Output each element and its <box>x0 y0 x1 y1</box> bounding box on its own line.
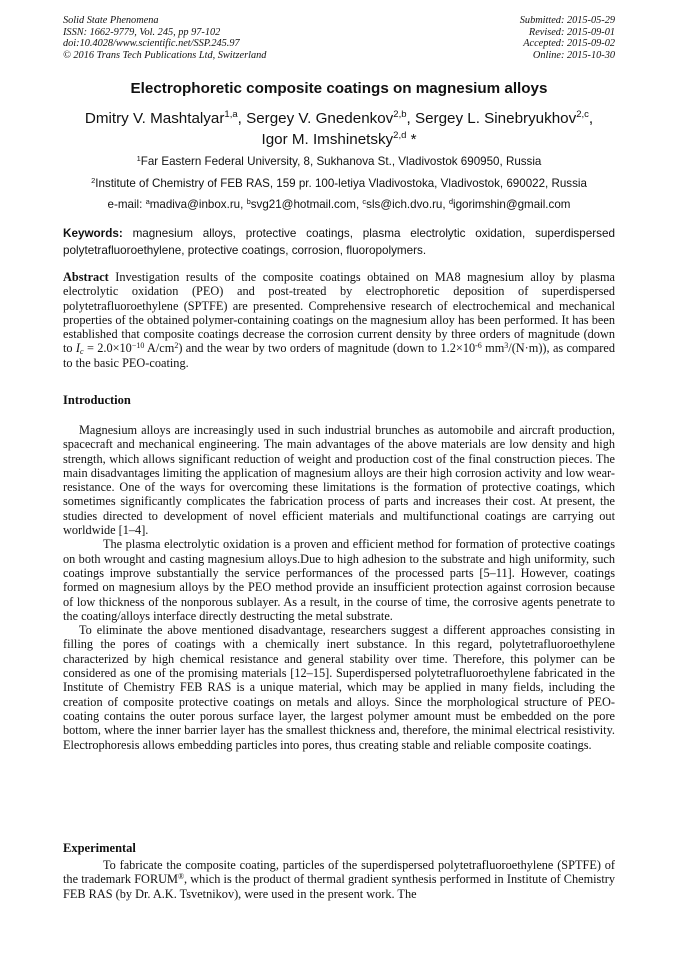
publication-dates <box>520 15 615 61</box>
keywords-label: Keywords: <box>63 227 123 240</box>
paragraph: Magnesium alloys are increasingly used in such industrial brunches as automobile and aircraft production, spacecraft and mechanical engineering. The main advantages of the above materials are low density and high strength, which allows significant reduction of weight and production cost of the final construction pieces. The main disadvantages limiting the application of magnesium alloys are their high corrosion activity and low wear-resistance. One of the ways for overcoming these limitations is the formation of protective coatings, which sometimes significantly complicates the fabrication process of parts and increases their cost. At present, the studies directed to development of novel efficient materials and multifunctional coatings are carrying out worldwide [1–4]. <box>63 423 615 538</box>
experimental-body <box>63 858 615 901</box>
date-accepted: Accepted: 2015-09-02 <box>523 38 615 50</box>
paragraph: To fabricate the composite coating, particles of the superdispersed polytetrafluoroethylene (SPTFE) of the trademark FORUM®, which is the product of thermal gradient synthesis performed in Institute of Chemistry FEB RAS (by Dr. A.K. Tsvetnikov), were used in the present work. The <box>63 858 616 901</box>
affiliation-1: $^1$Far Eastern Federal University, 8, Sukhanova St., Vladivostok 690950, Russia <box>136 154 542 168</box>
paragraph: The plasma electrolytic oxidation is a proven and efficient method for formation of protective coatings on both wrought and casting magnesium alloys.Due to high adhesion to the substrate and high uniformity, such coatings improve substantially the service performances of the processed parts [5–11]. However, coatings formed on magnesium alloys by the PEO method provide an insufficient protection against corrosion because of low thickness of the nonporous sublayer. As a result, in the course of time, the corrosive agents penetrate to the coating/alloys interface directly destructing the metal substrate. <box>63 537 615 623</box>
author: Dmitry V. Mashtalyar$^{1,a}$, <box>84 109 247 127</box>
journal-doi: doi:10.4028/www.scientific.net/SSP.245.97 <box>63 38 240 50</box>
abstract-label: Abstract <box>63 270 109 284</box>
author: Sergey L. Sinebryukhov$^{2,c}$, <box>414 109 594 127</box>
email-address[interactable]: madiva@inbox.ru <box>149 198 241 211</box>
journal-issn: ISSN: 1662-9779, Vol. 245, pp 97-102 <box>63 26 221 38</box>
author: Sergey V. Gnedenkov$^{2,b}$, <box>246 109 415 127</box>
author: Igor M. Imshinetsky$^{2,d}$ * <box>261 130 417 148</box>
journal-info <box>63 15 266 61</box>
abstract: Abstract Investigation results of the composite coatings obtained on MA8 magnesium alloy by plasma electrolytic oxidation (PEO) and post-treated by electrophoretic deposition of superdispersed polytetrafluoroethylene (SPTFE) are presented. Comprehensive research of electrochemical and mechanical properties of the obtained polymer-containing coatings on the magnesium alloy has been performed. It has been established that composite coatings decrease the corrosion current density by three orders of magnitude (down to $I_c = 2.0\times 10^{-10}$ $A/cm^2$) and the wear by two orders of magnitude (down to $1.2\times 10^{-6}$ $mm^3/(N\cdot m)$), as compared to the basic PEO-coating. <box>63 270 616 370</box>
journal-copyright: © 2016 Trans Tech Publications Ltd, Switzerland <box>63 49 267 61</box>
affiliation-2: $^2$Institute of Chemistry of FEB RAS, 159 pr. 100-letiya Vladivostoka, Vladivostok, 690022, Russia <box>91 176 587 190</box>
email-line: e-mail: $^a$madiva@inbox.ru, $^b$svg21@hotmail.com, $^c$sls@ich.dvo.ru, $^d$igorimshin@gmail.com <box>107 197 571 211</box>
paragraph: To eliminate the above mentioned disadvantage, researchers suggest a different approaches consisting in filling the pores of coatings with a chemically inert substance. In this regard, polytetrafluoroethylene characterized by high chemical resistance and general stability over time. Therefore, this polymer can be considered as one of the promising materials [12–15]. Superdispersed polytetrafluoroethylene fabricated in the Institute of Chemistry FEB RAS is a unique material, which may be applied in many fields, including the creation of composite protective coatings on metals and alloys. Since the morphological structure of PEO-coating contains the outer porous surface layer, the largest polymer amount must be embedded on the pore bottom, where the inner barrier layer has the smallest thickness and, therefore, the minimal electrical resistivity. Electrophoresis allows embedding particles into pores, thus creating stable and reliable composite coatings. <box>63 623 615 752</box>
introduction-body <box>63 423 615 752</box>
date-submitted: Submitted: 2015-05-29 <box>519 15 615 26</box>
date-revised: Revised: 2015-09-01 <box>528 26 615 38</box>
paper-title: Electrophoretic composite coatings on magnesium alloys <box>130 80 548 97</box>
email-address[interactable]: sls@ich.dvo.ru <box>366 198 443 211</box>
email-address[interactable]: igorimshin@gmail.com <box>453 198 571 211</box>
email-address[interactable]: svg21@hotmail.com <box>250 198 356 211</box>
section-heading-experimental: Experimental <box>63 841 136 855</box>
date-online: Online: 2015-10-30 <box>532 49 615 61</box>
keywords <box>63 226 615 259</box>
keywords-text: magnesium alloys, protective coatings, plasma electrolytic oxidation, superdispersed polytetrafluoroethylene, protective coatings, corrosion, fluoropolymers. <box>63 227 615 257</box>
author-list <box>63 108 615 150</box>
journal-name: Solid State Phenomena <box>63 15 159 26</box>
section-heading-introduction: Introduction <box>63 393 131 407</box>
